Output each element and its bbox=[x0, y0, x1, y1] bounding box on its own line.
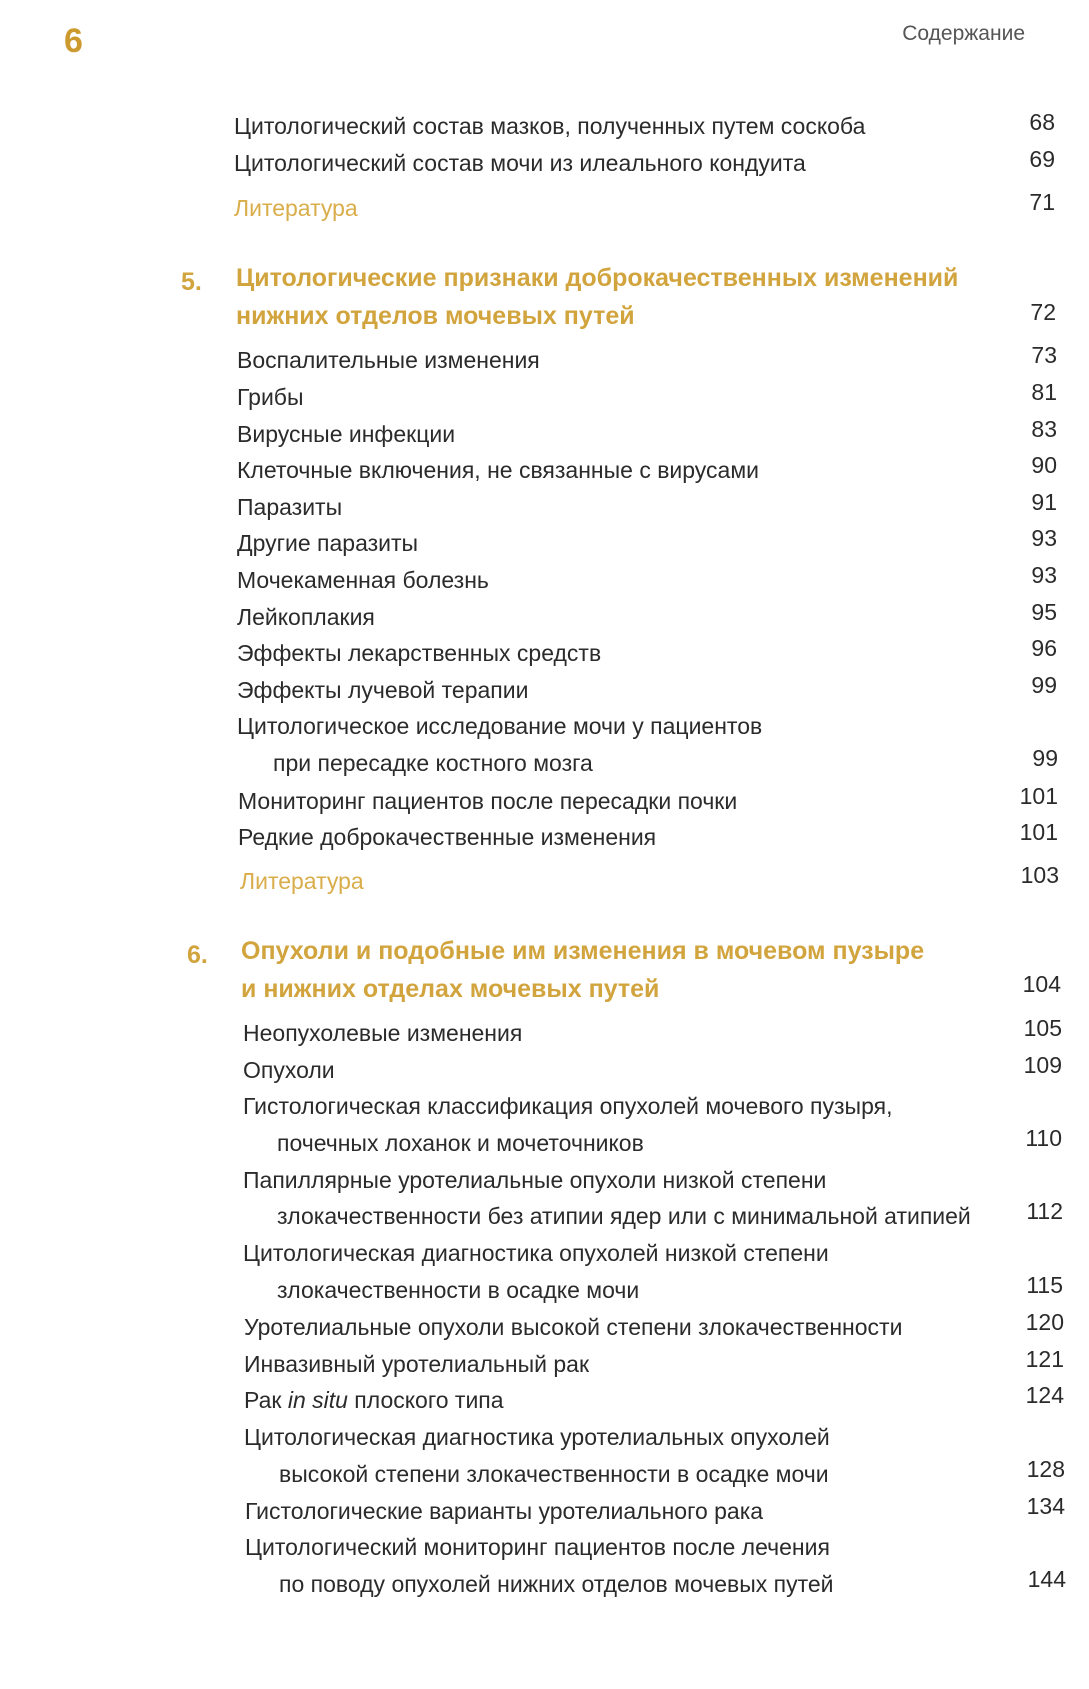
toc-entry-page: 96 bbox=[1031, 635, 1057, 661]
toc-entry-page: 99 bbox=[1031, 672, 1057, 698]
toc-entry-title: Мочекаменная болезнь bbox=[237, 567, 489, 593]
toc-entry-title: Паразиты bbox=[237, 494, 343, 520]
toc-entry-title: Гистологические варианты уротелиального рака bbox=[245, 1498, 764, 1524]
toc-literature-title: Литература bbox=[240, 868, 364, 894]
toc-entry-page: 124 bbox=[1025, 1382, 1064, 1408]
chapter-title-line1: Цитологические признаки доброкачественных изменений bbox=[236, 264, 959, 292]
running-head: Содержание bbox=[902, 22, 1025, 45]
toc-entry-page: 99 bbox=[1032, 745, 1058, 771]
toc-entry-title-cont: по поводу опухолей нижних отделов мочевых путей bbox=[279, 1571, 834, 1597]
toc-entry-title-pre: Рак bbox=[244, 1387, 288, 1413]
toc-entry-page: 144 bbox=[1027, 1566, 1066, 1592]
chapter-page: 72 bbox=[1030, 299, 1056, 325]
toc-entry-page: 73 bbox=[1031, 342, 1057, 368]
chapter-title-line2: и нижних отделах мочевых путей bbox=[241, 975, 660, 1003]
toc-entry-title: Папиллярные уротелиальные опухоли низкой степени bbox=[243, 1167, 827, 1193]
toc-entry-title: Опухоли bbox=[243, 1057, 335, 1083]
toc-entry-page: 83 bbox=[1031, 416, 1057, 442]
toc-entry-title: Клеточные включения, не связанные с вирусами bbox=[237, 457, 760, 483]
toc-entry-title: Цитологический состав мазков, полученных путем соскоба bbox=[234, 113, 866, 139]
toc-entry-title: Грибы bbox=[237, 384, 304, 410]
toc-entry-title: Уротелиальные опухоли высокой степени злокачественности bbox=[244, 1314, 903, 1340]
toc-entry-title: Цитологическая диагностика опухолей низкой степени bbox=[243, 1240, 829, 1266]
chapter-number: 6. bbox=[187, 941, 208, 969]
toc-entry-page: 93 bbox=[1031, 525, 1057, 551]
toc-entry-title: Лейкоплакия bbox=[237, 604, 375, 630]
toc-entry-title: Эффекты лекарственных средств bbox=[237, 640, 602, 666]
page-number: 6 bbox=[64, 22, 83, 60]
toc-entry-page: 121 bbox=[1025, 1346, 1064, 1372]
toc-entry-title: Неопухолевые изменения bbox=[243, 1020, 523, 1046]
toc-entry-page: 81 bbox=[1031, 379, 1057, 405]
toc-entry-title: Инвазивный уротелиальный рак bbox=[244, 1351, 590, 1377]
toc-entry-page: 105 bbox=[1023, 1015, 1062, 1041]
toc-entry-page: 101 bbox=[1019, 819, 1058, 845]
toc-entry-page: 101 bbox=[1019, 783, 1058, 809]
chapter-number: 5. bbox=[181, 268, 202, 296]
toc-entry-page: 91 bbox=[1031, 489, 1057, 515]
toc-entry-page: 112 bbox=[1026, 1198, 1063, 1224]
toc-literature-title: Литература bbox=[234, 195, 358, 221]
chapter-title-line1: Опухоли и подобные им изменения в мочевом пузыре bbox=[241, 937, 925, 965]
toc-entry-page: 109 bbox=[1023, 1052, 1062, 1078]
chapter-title-line2: нижних отделов мочевых путей bbox=[236, 302, 635, 330]
toc-entry-page: 90 bbox=[1031, 452, 1057, 478]
toc-entry-title: Эффекты лучевой терапии bbox=[237, 677, 529, 703]
toc-entry-title: Вирусные инфекции bbox=[237, 421, 456, 447]
toc-entry-title-cont: злокачественности в осадке мочи bbox=[277, 1277, 640, 1303]
toc-entry-title: Воспалительные изменения bbox=[237, 347, 540, 373]
toc-entry-title: Цитологический мониторинг пациентов после лечения bbox=[245, 1534, 830, 1560]
toc-entry-title: Гистологическая классификация опухолей мочевого пузыря, bbox=[243, 1093, 893, 1119]
toc-entry-page: 71 bbox=[1029, 189, 1055, 215]
toc-entry-title: Цитологическая диагностика уротелиальных опухолей bbox=[244, 1424, 830, 1450]
toc-entry-page: 68 bbox=[1029, 109, 1055, 135]
toc-entry-page: 93 bbox=[1031, 562, 1057, 588]
toc-entry-page: 128 bbox=[1026, 1456, 1065, 1482]
toc-entry-title-cont: почечных лоханок и мочеточников bbox=[277, 1130, 644, 1156]
toc-entry-page: 134 bbox=[1026, 1493, 1065, 1519]
toc-entry-title: Мониторинг пациентов после пересадки почки bbox=[238, 788, 738, 814]
toc-entry-title-em: in situ bbox=[287, 1387, 348, 1413]
toc-entry-page: 103 bbox=[1020, 862, 1059, 888]
toc-entry-page: 120 bbox=[1025, 1309, 1064, 1335]
toc-entry-title: Редкие доброкачественные изменения bbox=[238, 824, 657, 850]
toc-entry-title: Другие паразиты bbox=[237, 530, 419, 556]
toc-entry-title bbox=[244, 1385, 504, 1415]
toc-entry-page: 115 bbox=[1026, 1272, 1063, 1298]
toc-entry-title-cont: злокачественности без атипии ядер или с минимальной атипией bbox=[277, 1203, 971, 1229]
toc-entry-page: 69 bbox=[1029, 146, 1055, 172]
toc-entry-title-cont: при пересадке костного мозга bbox=[273, 750, 593, 776]
toc-entry-title: Цитологическое исследование мочи у пациентов bbox=[237, 713, 763, 739]
toc-entry-page: 95 bbox=[1031, 599, 1057, 625]
toc-entry-title-cont: высокой степени злокачественности в осадке мочи bbox=[279, 1461, 829, 1487]
toc-entry-title-post: плоского типа bbox=[347, 1387, 504, 1413]
toc-entry-title: Цитологический состав мочи из илеального кондуита bbox=[234, 150, 806, 176]
toc-entry-page: 110 bbox=[1025, 1125, 1062, 1151]
chapter-page: 104 bbox=[1022, 971, 1061, 997]
